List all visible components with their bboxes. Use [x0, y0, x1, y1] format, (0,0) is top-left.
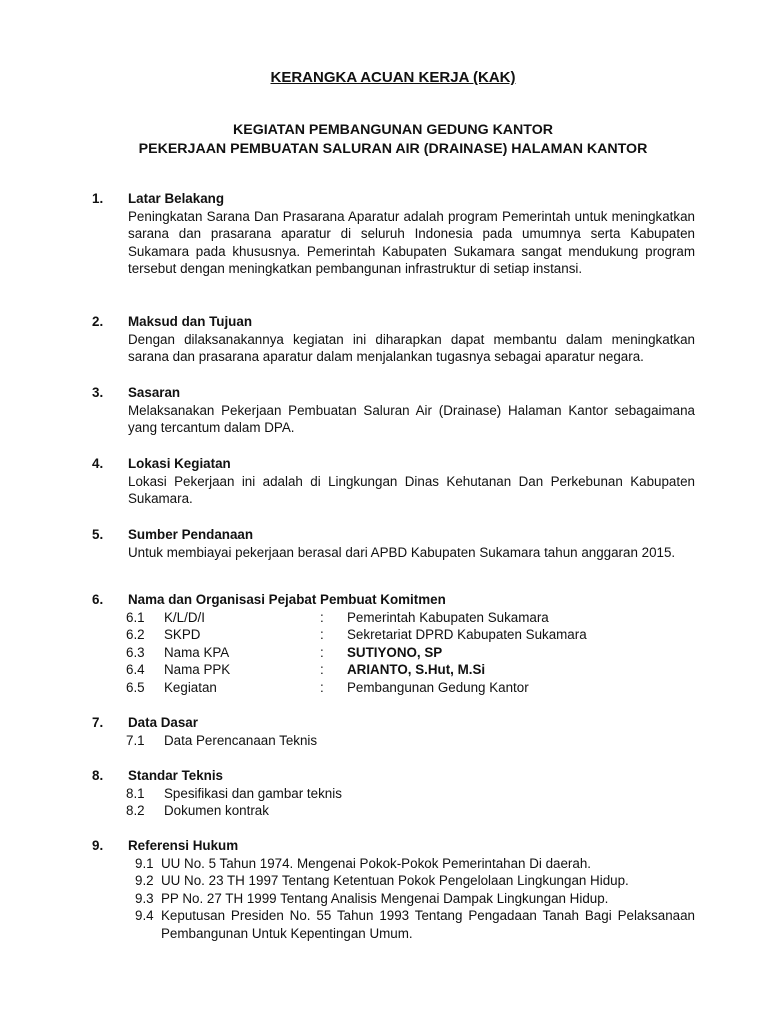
section-technical-standard — [92, 767, 695, 820]
section-funding — [92, 526, 695, 561]
official-row-colon: : — [320, 662, 324, 678]
section-heading: Latar Belakang — [128, 191, 225, 206]
list-item-text: Dokumen kontrak — [164, 803, 269, 819]
section-number: 4. — [92, 456, 104, 471]
official-row-number: 6.4 — [126, 662, 145, 678]
section-paragraph: Untuk membiayai pekerjaan berasal dari APBD Kabupaten Sukamara tahun anggaran 2015. — [128, 544, 676, 560]
section-target — [92, 384, 695, 437]
official-row-colon: : — [320, 609, 324, 625]
section-location — [92, 455, 695, 508]
section-heading: Nama dan Organisasi Pejabat Pembuat Komitmen — [128, 592, 446, 607]
official-row-label: SKPD — [164, 627, 201, 643]
official-row-value: Pembangunan Gedung Kantor — [347, 679, 529, 695]
section-heading: Sumber Pendanaan — [128, 527, 254, 542]
section-commitment-official — [92, 591, 695, 697]
document-subtitle-work: PEKERJAAN PEMBUATAN SALURAN AIR (DRAINASE) HALAMAN KANTOR — [138, 141, 648, 157]
reference-text: UU No. 23 TH 1997 Tentang Ketentuan Pokok Pengelolaan Lingkungan Hidup. — [161, 873, 629, 889]
section-purpose — [92, 313, 695, 366]
section-heading: Lokasi Kegiatan — [128, 456, 231, 471]
section-number: 6. — [92, 592, 104, 607]
official-row-value: Sekretariat DPRD Kabupaten Sukamara — [347, 627, 587, 643]
reference-text: PP No. 27 TH 1999 Tentang Analisis Mengenai Dampak Lingkungan Hidup. — [161, 890, 609, 906]
document-title: KERANGKA ACUAN KERJA (KAK) — [270, 69, 516, 86]
reference-item — [135, 872, 695, 890]
official-row-label: K/L/D/I — [164, 609, 205, 625]
list-item-number: 8.2 — [126, 803, 145, 819]
list-item — [92, 732, 695, 750]
official-row-colon: : — [320, 644, 324, 660]
official-row-colon: : — [320, 627, 324, 643]
official-row-label: Nama PPK — [164, 662, 231, 678]
reference-number: 9.4 — [135, 908, 154, 924]
section-number: 8. — [92, 768, 104, 783]
section-number: 7. — [92, 715, 104, 730]
section-heading: Maksud dan Tujuan — [128, 314, 252, 329]
list-item-text: Spesifikasi dan gambar teknis — [164, 785, 342, 801]
official-row — [92, 679, 695, 697]
list-item-number: 8.1 — [126, 785, 145, 801]
official-row-label: Kegiatan — [164, 679, 217, 695]
section-base-data — [92, 714, 695, 749]
section-paragraph: Peningkatan Sarana Dan Prasarana Aparatur adalah program Pemerintah untuk meningkatkan sarana dan prasarana aparatur di seluruh Indonesia pada umumnya serta Kabupaten Sukamara pada khususnya. Pemerintah Kabupaten Sukamara sangat mendukung program tersebut dengan meningkatkan pembangunan infrastruktur di setiap instansi. — [128, 208, 695, 277]
section-heading: Data Dasar — [128, 715, 198, 730]
official-row — [92, 644, 695, 662]
reference-text: Keputusan Presiden No. 55 Tahun 1993 Tentang Pengadaan Tanah Bagi Pelaksanaan Pembangunan Untuk Kepentingan Umum. — [161, 908, 695, 941]
section-heading: Referensi Hukum — [128, 838, 239, 853]
official-row — [92, 661, 695, 679]
official-row-number: 6.5 — [126, 679, 145, 695]
reference-number: 9.1 — [135, 855, 154, 871]
reference-item — [135, 890, 695, 908]
list-item-number: 7.1 — [126, 732, 145, 748]
section-number: 3. — [92, 385, 104, 400]
section-heading: Sasaran — [128, 385, 181, 400]
document-subtitle-activity: KEGIATAN PEMBANGUNAN GEDUNG KANTOR — [232, 122, 553, 138]
official-row-label: Nama KPA — [164, 644, 230, 660]
section-heading: Standar Teknis — [128, 768, 224, 783]
section-paragraph: Lokasi Pekerjaan ini adalah di Lingkungan Dinas Kehutanan Dan Perkebunan Kabupaten Sukamara. — [128, 473, 695, 507]
reference-item — [135, 907, 695, 942]
reference-item — [135, 855, 695, 873]
reference-number: 9.3 — [135, 890, 154, 906]
reference-number: 9.2 — [135, 873, 154, 889]
section-paragraph: Melaksanakan Pekerjaan Pembuatan Saluran Air (Drainase) Halaman Kantor sebagaimana yang tercantum dalam DPA. — [128, 402, 695, 436]
section-number: 2. — [92, 314, 104, 329]
official-row-value: Pemerintah Kabupaten Sukamara — [347, 609, 549, 625]
official-row-value: SUTIYONO, SP — [347, 644, 443, 660]
section-number: 5. — [92, 527, 104, 542]
list-item-text: Data Perencanaan Teknis — [164, 732, 318, 748]
list-item — [92, 802, 695, 820]
section-legal-references — [92, 837, 695, 943]
section-background — [92, 190, 695, 278]
official-row-number: 6.2 — [126, 627, 145, 643]
section-number: 9. — [92, 838, 104, 853]
official-row-colon: : — [320, 679, 324, 695]
official-row-number: 6.3 — [126, 644, 145, 660]
official-row-number: 6.1 — [126, 609, 145, 625]
official-row — [92, 626, 695, 644]
reference-text: UU No. 5 Tahun 1974. Mengenai Pokok-Pokok Pemerintahan Di daerah. — [161, 855, 591, 871]
section-paragraph: Dengan dilaksanakannya kegiatan ini diharapkan dapat membantu dalam meningkatkan sarana dan prasarana aparatur dalam menjalankan tugasnya sebagai aparatur negara. — [128, 331, 695, 365]
official-row-value: ARIANTO, S.Hut, M.Si — [347, 662, 486, 678]
official-row — [92, 609, 695, 627]
section-number: 1. — [92, 191, 104, 206]
list-item — [92, 785, 695, 803]
